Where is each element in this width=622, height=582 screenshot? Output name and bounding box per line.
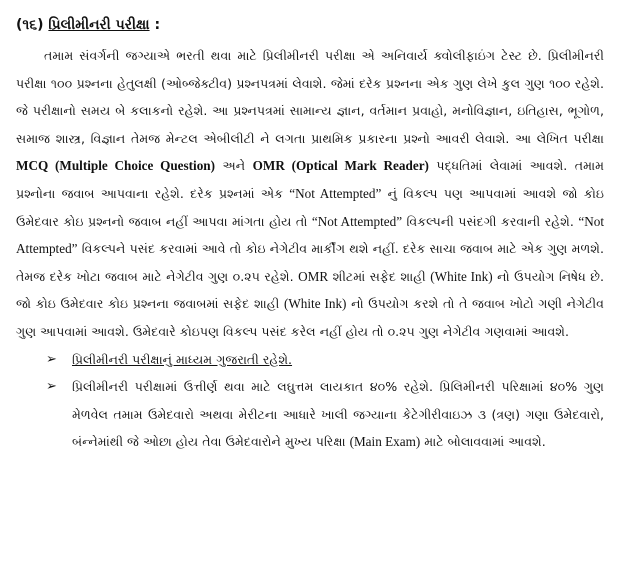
- not-attempted-term: “Not Attempted”: [289, 185, 382, 201]
- paragraph-text: શીટમાં સફેદ શાહી: [328, 268, 431, 284]
- arrow-bullet-icon: ➢: [46, 379, 57, 395]
- main-exam-term: (Main Exam): [349, 434, 421, 450]
- exam-description-paragraph: [16, 42, 604, 346]
- paragraph-text: વિકલ્પને પસંદ કરવામાં આવે તો કોઇ નેગેટીવ માર્કીંગ થશે નહીં. દરેક સાચા જવાબ માટે એક ગુણ મળશે. તેમજ દરેક ખોટા જવાબ માટે નેગેટીવ ગુણ ૦.૨૫ રહેશે.: [16, 241, 604, 284]
- omr-term: OMR (Optical Mark Reader): [252, 158, 429, 174]
- not-attempted-term: “Not Attempted”: [311, 213, 403, 229]
- paragraph-text: વિકલ્પની પસંદગી કરવાની રહેશે.: [402, 213, 579, 229]
- list-item: [46, 346, 604, 374]
- section-colon: :: [154, 17, 161, 33]
- list-item: [46, 373, 604, 456]
- medium-statement: પ્રિલીમીનરી પરીક્ષાનું માધ્યમ ગુજરાતી રહેશે.: [72, 351, 293, 367]
- paragraph-text: પદ્ધતિમાં લેવામાં આવશે. તમામ પ્રશ્નોના જવાબ આપવાના રહેશે. દરેક પ્રશ્નમાં એક: [16, 158, 604, 201]
- paragraph-text: નો ઉપયોગ કરશે તો તે જવાબ ખોટો ગણી નેગેટીવ ગુણ આપવામાં આવશે. ઉમેદવારે કોઇપણ વિકલ્પ પસંદ કરેલ નહીં હોય તો ૦.૨૫ ગુણ નેગેટીવ ગણવામાં આવશે.: [16, 296, 605, 339]
- not-attempted-term: “Not Attempted”: [16, 213, 604, 257]
- section-heading: [16, 14, 604, 36]
- section-number: (૧૬): [16, 17, 44, 33]
- qualifying-criteria-text: પ્રિલીમીનરી પરીક્ષામાં ઉત્તીર્ણ થવા માટે લઘુત્તમ લાયકાત ૪૦% રહેશે. પ્રિલિમીનરી પરિક્ષામાં ૪૦% ગુણ મેળવેલ તમામ ઉમેદવારો અથવા મેરીટના આધારે ખાલી જગ્યાના કેટેગીરીવાઇઝ ૩ (ત્રણ) ગણા ઉમેદવારો, બંન્નેમાંથી જે ઓછા હોય તેવા ઉમેદવારોને મુખ્ય પરિક્ષા: [72, 379, 604, 450]
- white-ink-term: (White Ink): [283, 296, 347, 312]
- mcq-term: MCQ (Multiple Choice Question): [16, 158, 216, 174]
- white-ink-term: (White Ink): [430, 268, 493, 284]
- paragraph-text: તમામ સંવર્ગની જગ્યાએ ભરતી થવા માટે પ્રિલીમીનરી પરીક્ષા એ અનિવાર્ય ક્વોલીફાઇંગ ટેસ્ટ છે. પ્રિલીમીનરી પરીક્ષા ૧૦૦ પ્રશ્નના હેતુલક્ષી (ઓબ્જેક્ટીવ) પ્રશ્નપત્રમાં લેવાશે. જેમાં દરેક પ્રશ્નના એક ગુણ લેખે કુલ ગુણ ૧૦૦ રહેશે. જે પરીક્ષાનો સમય બે કલાકનો રહેશે. આ પ્રશ્નપત્રમાં સામાન્ય જ્ઞાન, વર્તમાન પ્રવાહો, મનોવિજ્ઞાન, ઇતિહાસ, ભૂગોળ, સમાજ શાસ્ત્ર, વિજ્ઞાન તેમજ મેન્ટલ એબીલીટી ને લગતા પ્રાથમિક પ્રકારના પ્રશ્નો આવરી લેવાશે. આ લેખિત પરીક્ષા: [16, 48, 604, 146]
- omr-term: OMR: [298, 268, 329, 284]
- qualifying-criteria-text: માટે બોલાવવામાં આવશે.: [420, 434, 546, 450]
- paragraph-text: નું વિકલ્પ પણ આપવામાં આવશે જો કોઇ ઉમેદવાર કોઇ પ્રશ્નનો જવાબ નહીં આપવા માંગતા હોય તો: [16, 185, 604, 229]
- arrow-bullet-icon: ➢: [46, 351, 57, 367]
- paragraph-text: અને: [215, 158, 253, 174]
- bullet-list: [16, 346, 604, 456]
- section-title: પ્રિલીમીનરી પરીક્ષા: [48, 17, 150, 33]
- paragraph-text: નો ઉપયોગ નિષેધ છે. જો કોઇ ઉમેદવાર કોઇ પ્રશ્નના જવાબમાં સફેદ શાહી: [16, 268, 604, 312]
